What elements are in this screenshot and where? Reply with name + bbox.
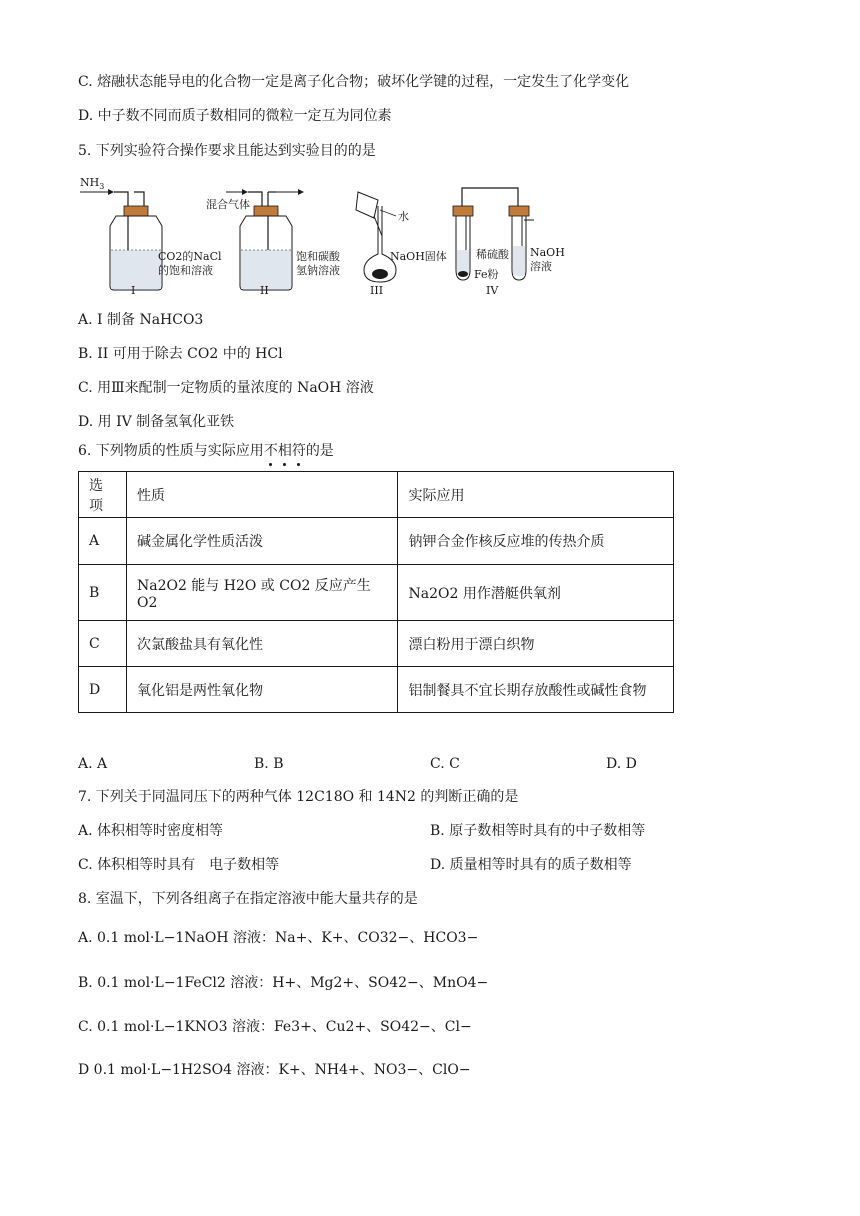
row-use: Na2O2 用作潜艇供氧剂: [398, 565, 674, 621]
q6-answer-b: B. B: [254, 756, 284, 772]
table-header-row: [79, 472, 674, 518]
q5-stem: 5. 下列实验符合操作要求且能达到实验目的的是: [78, 143, 376, 159]
q8-option-a: A. 0.1 mol·L−1NaOH 溶液：Na+、K+、CO32−、HCO3−: [78, 930, 479, 946]
q6-stem-suffix: 的是: [305, 443, 334, 459]
fe-powder-label: Fe粉: [474, 268, 499, 281]
q5-option-c: C. 用Ⅲ来配制一定物质的量浓度的 NaOH 溶液: [78, 380, 374, 396]
row-use: 铝制餐具不宜长期存放酸性或碱性食物: [398, 667, 674, 713]
q6-answer-c: C. C: [430, 756, 460, 772]
apparatus-label-i: I: [131, 284, 136, 297]
q8-option-b: B. 0.1 mol·L−1FeCl2 溶液：H+、Mg2+、SO42−、MnO4−: [78, 975, 489, 991]
q6-answer-a: A. A: [78, 756, 108, 772]
q6-stem-prefix: 6. 下列物质的性质与实际应用: [78, 443, 264, 459]
nahco3-label-2: 氢钠溶液: [296, 264, 340, 277]
q6-stem-emph-3: 符: [291, 443, 306, 459]
q7-option-b: B. 原子数相等时具有的中子数相等: [430, 823, 646, 839]
mixed-gas-label: 混合气体: [206, 198, 250, 211]
apparatus-label-ii: II: [260, 284, 269, 297]
table-row: [79, 565, 674, 621]
row-key: C: [79, 621, 127, 667]
apparatus-diagram: [78, 170, 568, 300]
row-property: 碱金属化学性质活泼: [126, 518, 398, 565]
dilute-h2so4-label: 稀硫酸: [476, 248, 509, 261]
row-property: 氧化铝是两性氧化物: [126, 667, 398, 713]
q6-stem-emph-2: 相: [277, 443, 292, 459]
apparatus-iv: [453, 188, 565, 297]
q7-option-d: D. 质量相等时具有的质子数相等: [430, 857, 632, 873]
naoh-solution-label-1: NaOH: [530, 246, 565, 259]
q4-option-c: C. 熔融状态能导电的化合物一定是离子化合物；破坏化学键的过程，一定发生了化学变化: [78, 74, 630, 90]
row-key: D: [79, 667, 127, 713]
q6-stem: [78, 441, 334, 461]
q5-option-b: B. II 可用于除去 CO2 中的 HCl: [78, 346, 283, 362]
q6-stem-emph-1: 不: [263, 443, 278, 459]
nh3-label: $NH_3$: [80, 176, 105, 191]
q8-option-c: C. 0.1 mol·L−1KNO3 溶液：Fe3+、Cu2+、SO42−、Cl−: [78, 1019, 472, 1035]
header-use: 实际应用: [398, 472, 674, 518]
apparatus-ii: [206, 189, 341, 297]
q5-option-a: A. I 制备 NaHCO3: [78, 312, 204, 328]
q8-stem: 8. 室温下，下列各组离子在指定溶液中能大量共存的是: [78, 891, 418, 907]
table-row: [79, 518, 674, 565]
co2-nacl-label-1: CO2的NaCl: [158, 250, 222, 263]
apparatus-label-iv: IV: [486, 284, 499, 297]
q7-stem: 7. 下列关于同温同压下的两种气体 12C18O 和 14N2 的判断正确的是: [78, 789, 519, 805]
row-property: Na2O2 能与 H2O 或 CO2 反应产生 O2: [126, 565, 398, 621]
co2-nacl-label-2: 的饱和溶液: [158, 264, 213, 277]
row-use: 钠钾合金作核反应堆的传热介质: [398, 518, 674, 565]
row-use: 漂白粉用于漂白织物: [398, 621, 674, 667]
header-option: 选项: [79, 472, 127, 518]
row-key: A: [79, 518, 127, 565]
nahco3-label-1: 饱和碳酸: [296, 250, 340, 263]
row-property: 次氯酸盐具有氧化性: [126, 621, 398, 667]
header-property: 性质: [126, 472, 398, 518]
table-row: [79, 621, 674, 667]
apparatus-iii: [356, 192, 447, 297]
water-label: 水: [398, 210, 409, 223]
q7-option-a: A. 体积相等时密度相等: [78, 823, 224, 839]
apparatus-label-iii: III: [370, 284, 384, 297]
q6-table: [78, 471, 674, 713]
q6-answer-d: D. D: [606, 756, 637, 772]
row-key: B: [79, 565, 127, 621]
q5-option-d: D. 用 IV 制备氢氧化亚铁: [78, 414, 235, 430]
q5-apparatus-figure: [78, 170, 568, 304]
q8-option-d: D 0.1 mol·L−1H2SO4 溶液：K+、NH4+、NO3−、ClO−: [78, 1062, 471, 1078]
apparatus-i: [80, 176, 222, 297]
q4-option-d: D. 中子数不同而质子数相同的微粒一定互为同位素: [78, 108, 392, 124]
naoh-solid-label: NaOH固体: [390, 250, 447, 263]
table-row: [79, 667, 674, 713]
naoh-solution-label-2: 溶液: [530, 260, 552, 273]
q7-option-c: C. 体积相等时具有 电子数相等: [78, 857, 280, 873]
